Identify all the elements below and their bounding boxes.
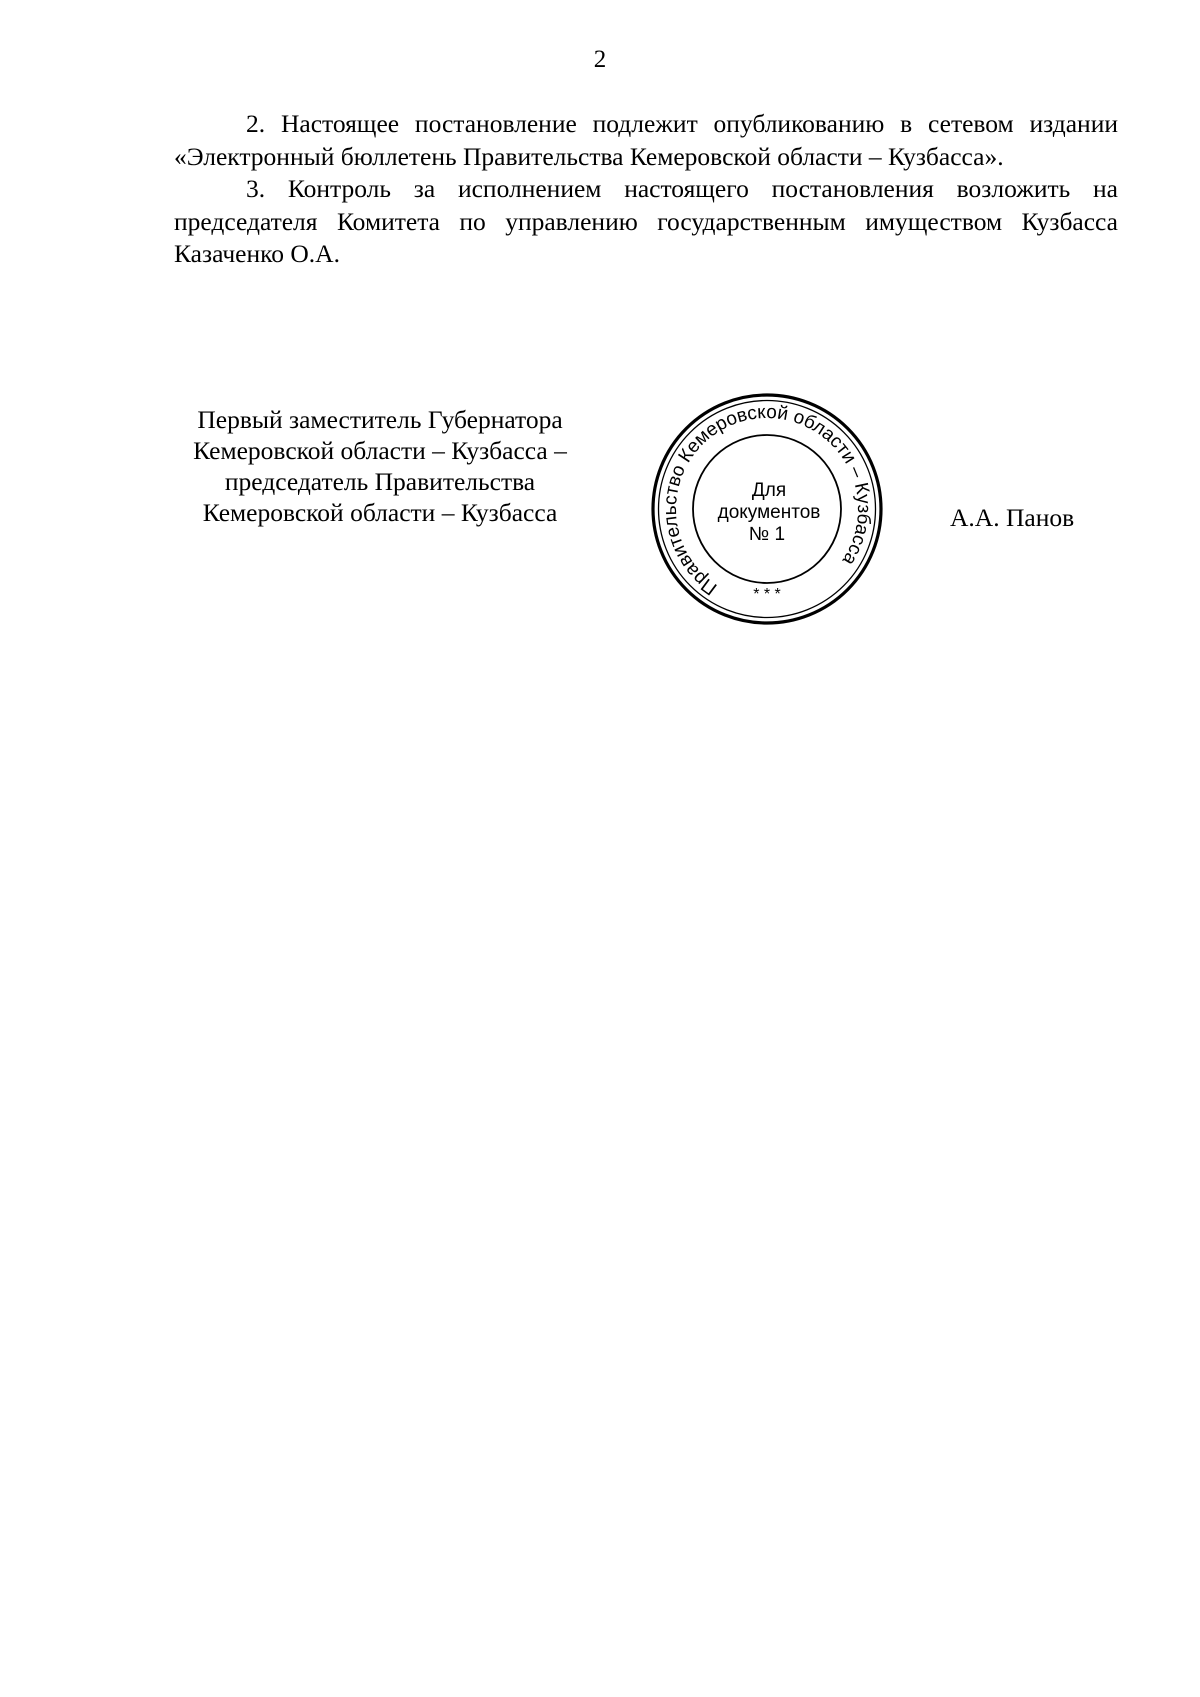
seal-stars: * * *	[753, 586, 781, 603]
signer-position	[170, 404, 590, 528]
signer-position-line: Первый заместитель Губернатора	[197, 405, 563, 434]
seal-ring-text: Правительство Кемеровской области – Кузбасса	[659, 401, 875, 599]
paragraph-publication: 2. Настоящее постановление подлежит опубликованию в сетевом издании «Электронный бюллетень Правительства Кемеровской области – Кузбасса».	[174, 109, 1118, 171]
signer-position-line: Кемеровской области – Кузбасса –	[193, 436, 567, 465]
official-seal-stamp	[648, 392, 886, 626]
seal-graphic	[648, 392, 886, 626]
signer-name: А.А. Панов	[950, 503, 1075, 532]
seal-center-line: № 1	[748, 524, 786, 545]
page-number: 2	[593, 46, 607, 73]
paragraph-control: 3. Контроль за исполнением настоящего постановления возложить на председателя Комитета по управлению государственным имуществом Кузбасса Казаченко О.А.	[174, 174, 1118, 269]
signer-position-line: председатель Правительства	[224, 467, 536, 496]
seal-center-line: документов	[717, 502, 821, 523]
signer-position-line: Кемеровской области – Кузбасса	[202, 498, 558, 527]
seal-center-line: Для	[751, 480, 787, 501]
document-body	[174, 108, 1118, 271]
